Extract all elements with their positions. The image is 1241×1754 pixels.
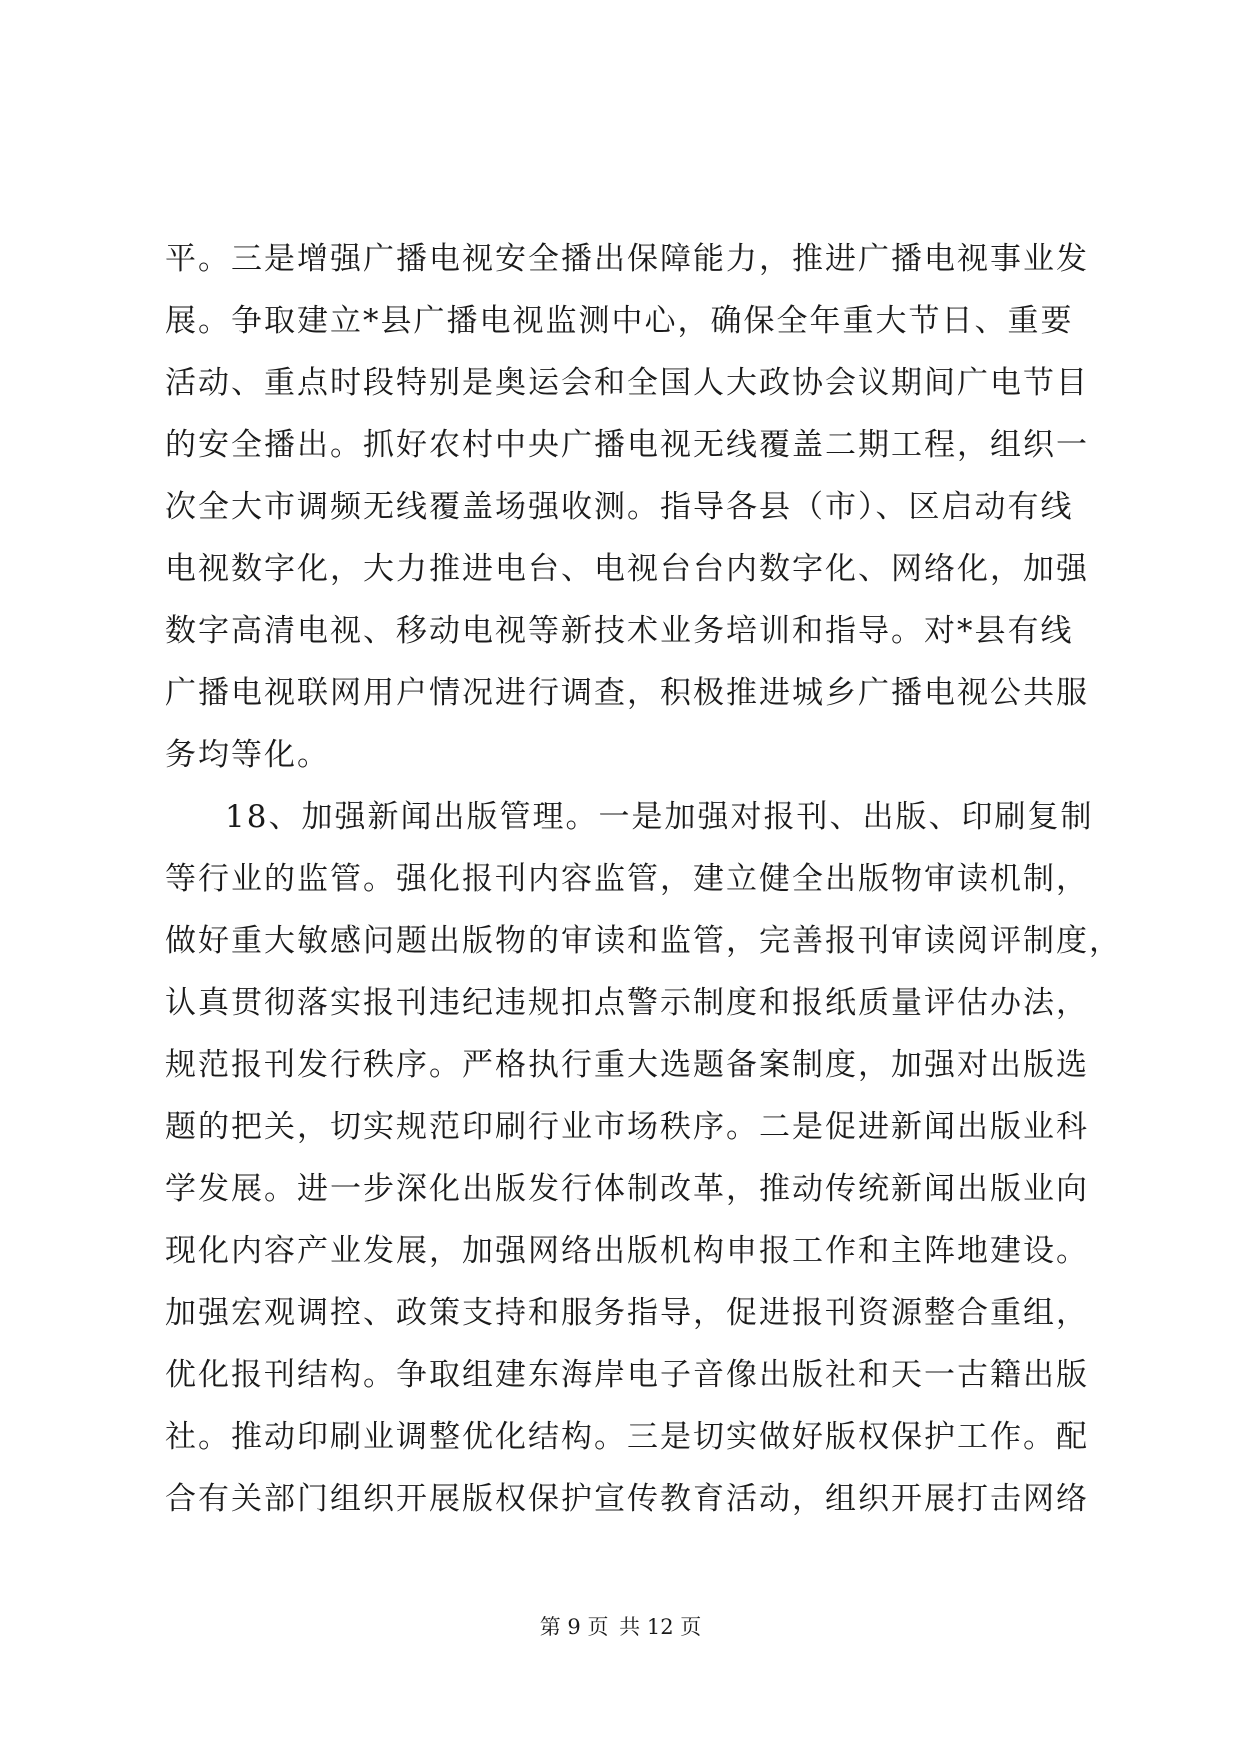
text-line: 展。争取建立*县广播电视监测中心，确保全年重大节日、重要: [165, 303, 1074, 339]
text-line: 题的把关，切实规范印刷行业市场秩序。二是促进新闻出版业科: [165, 1109, 1089, 1145]
text-line: 电视数字化，大力推进电台、电视台台内数字化、网络化，加强: [165, 551, 1089, 587]
text-line: 优化报刊结构。争取组建东海岸电子音像出版社和天一古籍出版: [165, 1357, 1089, 1393]
paragraph-2: [165, 786, 1122, 1530]
document-body: [165, 228, 1122, 1530]
paragraph-1: [165, 228, 1089, 786]
text-line: 现化内容产业发展，加强网络出版机构申报工作和主阵地建设。: [165, 1233, 1089, 1269]
text-line: 等行业的监管。强化报刊内容监管，建立健全出版物审读机制，: [165, 861, 1089, 897]
text-line: 合有关部门组织开展版权保护宣传教育活动，组织开展打击网络: [165, 1481, 1089, 1517]
text-line: 的安全播出。抓好农村中央广播电视无线覆盖二期工程，组织一: [165, 427, 1089, 463]
text-line: 广播电视联网用户情况进行调查，积极推进城乡广播电视公共服: [165, 675, 1089, 711]
text-line: 平。三是增强广播电视安全播出保障能力，推进广播电视事业发: [165, 241, 1089, 277]
text-line: 认真贯彻落实报刊违纪违规扣点警示制度和报纸质量评估办法，: [165, 985, 1089, 1021]
page-total: 共 12 页: [619, 1615, 702, 1639]
text-line: 务均等化。: [165, 737, 330, 773]
text-line: 做好重大敏感问题出版物的审读和监管，完善报刊审读阅评制度，: [165, 923, 1122, 959]
text-line: 学发展。进一步深化出版发行体制改革，推动传统新闻出版业向: [165, 1171, 1089, 1207]
text-line: 加强宏观调控、政策支持和服务指导，促进报刊资源整合重组，: [165, 1295, 1089, 1331]
text-line: 次全大市调频无线覆盖场强收测。指导各县（市）、区启动有线: [165, 489, 1074, 525]
text-line: 规范报刊发行秩序。严格执行重大选题备案制度，加强对出版选: [165, 1047, 1089, 1083]
text-line: 数字高清电视、移动电视等新技术业务培训和指导。对*县有线: [165, 613, 1074, 649]
text-line: 活动、重点时段特别是奥运会和全国人大政协会议期间广电节目: [165, 365, 1089, 401]
page-number: 第 9 页: [539, 1615, 609, 1639]
page-footer: [0, 1612, 1241, 1642]
text-line: 18、加强新闻出版管理。一是加强对报刊、出版、印刷复制: [225, 799, 1094, 835]
text-line: 社。推动印刷业调整优化结构。三是切实做好版权保护工作。配: [165, 1419, 1089, 1455]
